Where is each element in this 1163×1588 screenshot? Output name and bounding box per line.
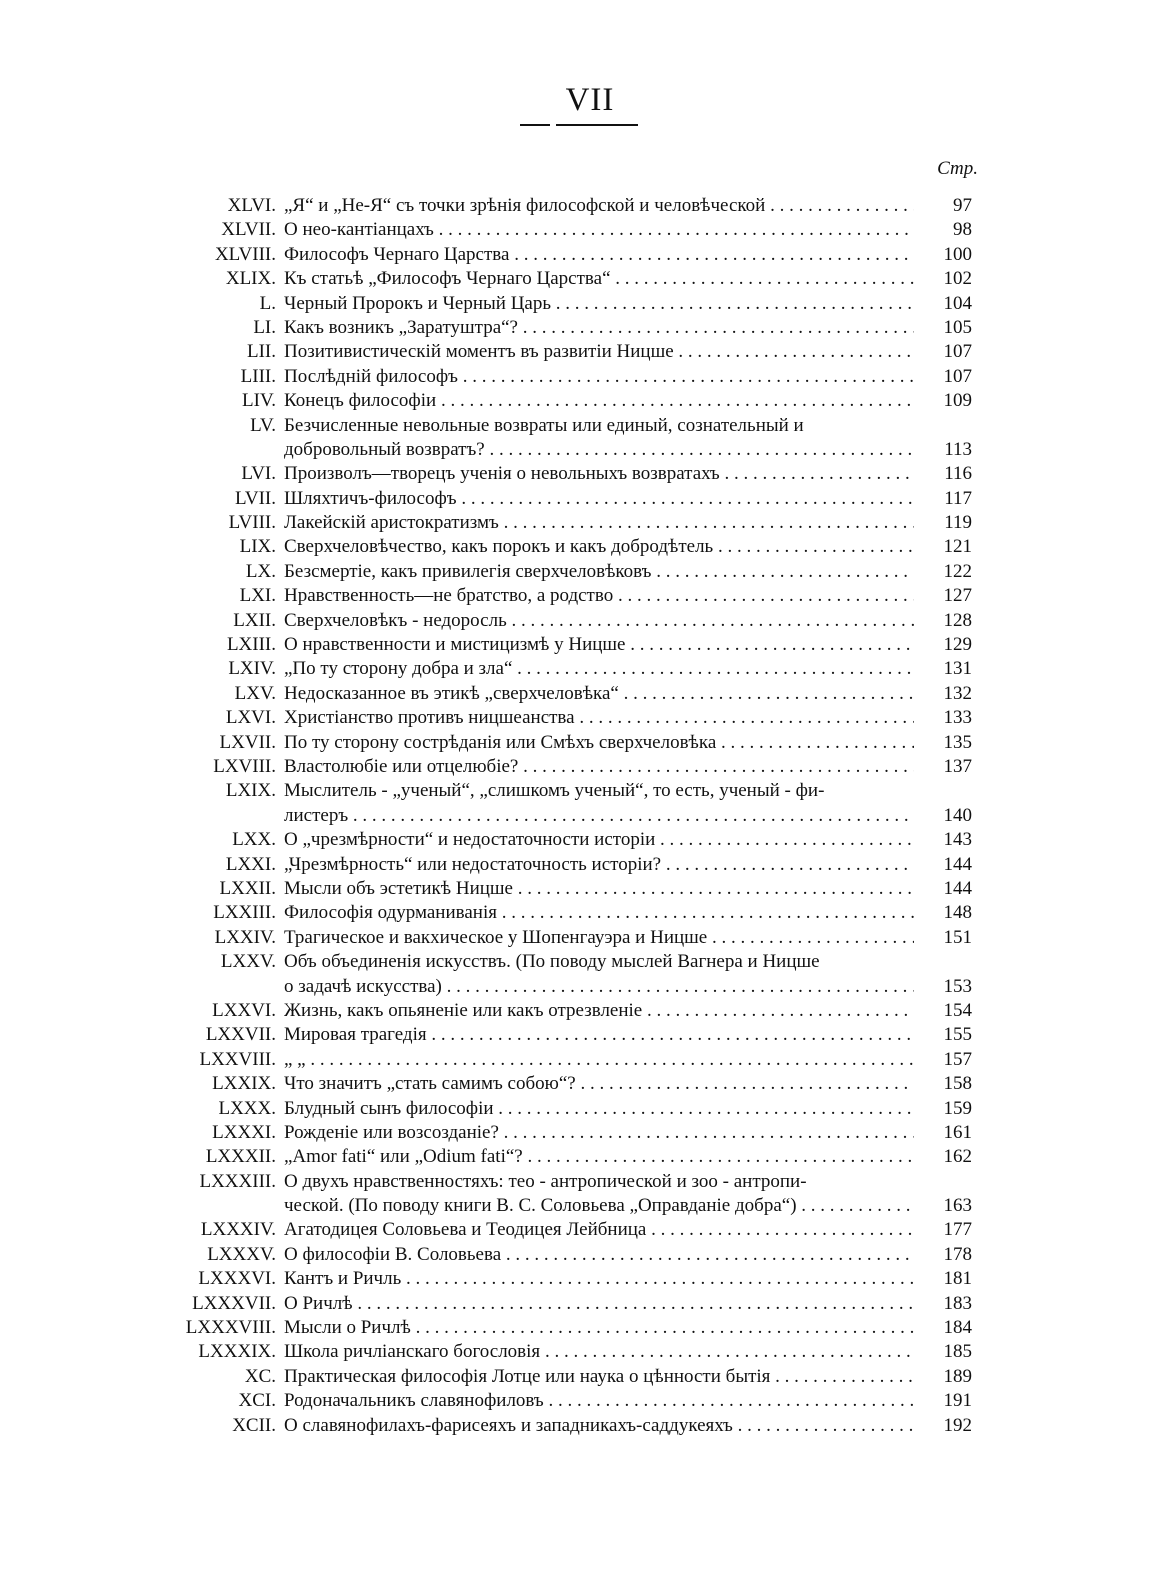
toc-entry <box>0 755 1163 779</box>
chapter-title: „Я“ и „Не-Я“ съ точки зрѣнія философской и человѣческой . . . <box>284 194 914 218</box>
chapter-title: Трагическое и вакхическое у Шопенгауэра и Ницше . . . <box>284 926 914 950</box>
page-ref: 184 <box>943 1317 972 1339</box>
page-ref: 128 <box>943 609 972 631</box>
toc-entry <box>0 999 1163 1023</box>
chapter-number: LXXX. <box>218 1097 276 1119</box>
chapter-title: Кантъ и Ричль . . . <box>284 1267 914 1291</box>
chapter-title: Христіанство противъ ницшеанства . . . <box>284 706 914 730</box>
page-ref: 102 <box>943 268 972 290</box>
chapter-number: LXXI. <box>225 853 276 875</box>
chapter-number: LXVII. <box>219 731 276 753</box>
chapter-title: Шляхтичъ-философъ . . . <box>284 487 914 511</box>
toc-entry <box>0 1267 1163 1291</box>
chapter-title: Позитивистическій моментъ въ развитіи Ницше . . . <box>284 340 914 364</box>
chapter-number: LIV. <box>242 390 276 412</box>
toc-entry <box>0 682 1163 706</box>
chapter-title-line2: о задачѣ искусства) . . . <box>284 975 914 999</box>
chapter-number: XLVIII. <box>214 243 276 265</box>
toc-entry <box>0 1414 1163 1438</box>
chapter-number: LV. <box>250 414 276 436</box>
toc-entry <box>0 1243 1163 1267</box>
chapter-title: Рожденіе или возсозданіе? . . . <box>284 1121 914 1145</box>
chapter-title: „Чрезмѣрность“ или недостаточность исторіи? . . . <box>284 853 914 877</box>
chapter-title: О нравственности и мистицизмѣ у Ницше . . . <box>284 633 914 657</box>
chapter-title: Мировая трагедія . . . <box>284 1023 914 1047</box>
page-ref: 189 <box>943 1365 972 1387</box>
page-ref: 97 <box>953 195 972 216</box>
page-ref: 183 <box>943 1292 972 1314</box>
chapter-title: Философія одурманиванія . . . <box>284 901 914 925</box>
chapter-number: LII. <box>246 341 276 363</box>
page-ref: 122 <box>943 560 972 582</box>
chapter-number: LXXXII. <box>205 1146 276 1168</box>
page-ref: 144 <box>943 853 972 875</box>
chapter-title: Философъ Чернаго Царства . . . <box>284 243 914 267</box>
toc-entry <box>0 584 1163 608</box>
chapter-number: LXXXVI. <box>198 1268 276 1290</box>
pages-column-label: Стр. <box>937 158 978 179</box>
toc-entry <box>0 779 1163 828</box>
chapter-number: LXXXIV. <box>200 1219 276 1241</box>
toc-entry <box>0 731 1163 755</box>
page-ref: 104 <box>943 292 972 314</box>
chapter-title: Черный Пророкъ и Черный Царь . . . <box>284 292 914 316</box>
chapter-title: О Ричлѣ . . . <box>284 1292 914 1316</box>
toc-entry <box>0 267 1163 291</box>
page-ref: 127 <box>943 585 972 607</box>
chapter-number: LXXVII. <box>205 1024 276 1046</box>
page-number: VII <box>565 82 615 118</box>
page-ref: 129 <box>943 634 972 656</box>
page-ref: 135 <box>943 731 972 753</box>
page-ref: 116 <box>944 463 972 485</box>
chapter-number: XC. <box>244 1365 276 1387</box>
chapter-title-line1: Безчисленные невольные возвраты или единый, сознательный и <box>284 414 804 436</box>
chapter-title: Практическая философія Лотце или наука о цѣнности бытія . . . <box>284 1365 914 1389</box>
chapter-number: LXIII. <box>226 634 276 656</box>
toc-entry <box>0 1145 1163 1169</box>
toc-entry <box>0 1048 1163 1072</box>
chapter-title: Школа ричліанскаго богословія . . . <box>284 1340 914 1364</box>
toc-entry <box>0 243 1163 267</box>
chapter-number: XLVI. <box>227 195 276 216</box>
chapter-title: Конецъ философіи . . . <box>284 389 914 413</box>
chapter-title: „ „ . . . <box>284 1048 914 1072</box>
chapter-title: Сверхчеловѣчество, какъ порокъ и какъ добродѣтель . . . <box>284 535 914 559</box>
page-ref: 107 <box>943 341 972 363</box>
toc-entry <box>0 1218 1163 1242</box>
chapter-title: Агатодицея Соловьева и Теодицея Лейбница . . . <box>284 1218 914 1242</box>
page-ref: 144 <box>943 877 972 899</box>
chapter-title: По ту сторону сострѣданія или Смѣхъ сверхчеловѣка . . . <box>284 731 914 755</box>
toc-entry <box>0 1023 1163 1047</box>
chapter-number: LXVIII. <box>213 756 276 777</box>
toc-entry <box>0 365 1163 389</box>
page-ref: 157 <box>943 1048 972 1070</box>
toc-entry <box>0 1365 1163 1389</box>
chapter-title: Властолюбіе или отцелюбіе? . . . <box>284 755 914 779</box>
page-ref: 107 <box>943 365 972 387</box>
page-ref: 178 <box>943 1243 972 1265</box>
chapter-title: О нео-кантіанцахъ . . . <box>284 218 914 242</box>
chapter-number: LIX. <box>239 536 276 558</box>
toc-entry <box>0 901 1163 925</box>
chapter-number: LXXVIII. <box>199 1048 276 1070</box>
chapter-title: Родоначальникъ славянофиловъ . . . <box>284 1389 914 1413</box>
chapter-number: LXI. <box>239 585 276 607</box>
chapter-title: О философіи В. Соловьева . . . <box>284 1243 914 1267</box>
chapter-number: LXXVI. <box>212 999 276 1021</box>
toc-entry <box>0 1072 1163 1096</box>
page-ref: 121 <box>943 536 972 558</box>
chapter-title: Мысли объ эстетикѣ Ницше . . . <box>284 877 914 901</box>
toc-entry <box>0 609 1163 633</box>
chapter-number: LXXXVII. <box>192 1292 276 1314</box>
toc-entry <box>0 340 1163 364</box>
page-ref: 185 <box>943 1341 972 1363</box>
chapter-title <box>284 950 914 999</box>
chapter-title: Недосказанное въ этикѣ „сверхчеловѣка“ . . . <box>284 682 914 706</box>
chapter-number: XCI. <box>238 1390 276 1412</box>
toc-entry <box>0 950 1163 999</box>
chapter-number: LVI. <box>241 463 276 485</box>
page-ref: 163 <box>943 1195 972 1217</box>
toc-entry <box>0 1316 1163 1340</box>
page-ref: 100 <box>943 243 972 265</box>
toc-entry <box>0 511 1163 535</box>
page-ref: 191 <box>943 1390 972 1412</box>
chapter-title: О „чрезмѣрности“ и недостаточности исторіи . . . <box>284 828 914 852</box>
page-ref: 119 <box>944 512 972 534</box>
chapter-title: Блудный сынъ философіи . . . <box>284 1097 914 1121</box>
page-ref: 153 <box>943 975 972 997</box>
chapter-title: Мысли о Ричлѣ . . . <box>284 1316 914 1340</box>
toc-entry <box>0 706 1163 730</box>
toc-entry <box>0 316 1163 340</box>
toc-entry <box>0 462 1163 486</box>
chapter-number: LXX. <box>232 829 276 851</box>
chapter-number: LXXXIX. <box>198 1341 276 1363</box>
chapter-number: LXXV. <box>220 951 276 973</box>
page-ref: 162 <box>943 1146 972 1168</box>
page-ref: 181 <box>943 1268 972 1290</box>
page-ref: 159 <box>943 1097 972 1119</box>
page-ref: 161 <box>943 1121 972 1143</box>
toc-entry <box>0 1389 1163 1413</box>
page-ref: 105 <box>943 316 972 338</box>
chapter-number: LXXXVIII. <box>185 1317 276 1339</box>
chapter-number: LX. <box>245 560 276 582</box>
chapter-number: LXIX. <box>225 780 276 802</box>
page-ref: 154 <box>943 999 972 1021</box>
page-ref: 132 <box>943 682 972 704</box>
chapter-number: LVIII. <box>228 512 276 534</box>
toc-entry <box>0 1097 1163 1121</box>
toc-entry <box>0 218 1163 242</box>
chapter-title: Послѣдній философъ . . . <box>284 365 914 389</box>
toc-entry <box>0 535 1163 559</box>
chapter-title-line2: листеръ . . . <box>284 804 914 828</box>
page-ref: 98 <box>953 219 972 241</box>
table-of-contents <box>0 194 1163 1438</box>
page-ref: 158 <box>943 1073 972 1095</box>
toc-entry <box>0 1340 1163 1364</box>
toc-entry <box>0 853 1163 877</box>
page-ref: 177 <box>943 1219 972 1241</box>
toc-entry <box>0 194 1163 218</box>
chapter-number: LXXXIII. <box>199 1170 276 1192</box>
chapter-number: LXII. <box>233 609 276 631</box>
chapter-number: LXIV. <box>228 658 276 680</box>
chapter-number: XLVII. <box>221 219 276 241</box>
chapter-title: Безсмертіе, какъ привилегія сверхчеловѣковъ . . . <box>284 560 914 584</box>
chapter-title-line1: О двухъ нравственностяхъ: тео - антропической и зоо - антропи- <box>284 1170 807 1192</box>
chapter-title <box>284 1170 914 1219</box>
chapter-number: LXXII. <box>219 877 276 899</box>
toc-entry <box>0 389 1163 413</box>
chapter-number: LVII. <box>235 487 276 509</box>
chapter-number: LXXXI. <box>212 1121 276 1143</box>
chapter-number: LXVI. <box>225 707 276 729</box>
chapter-title <box>284 779 914 828</box>
chapter-title: Какъ возникъ „Заратуштра“? . . . <box>284 316 914 340</box>
header-rule-right <box>556 124 638 126</box>
page-ref: 113 <box>944 438 972 460</box>
chapter-title: Сверхчеловѣкъ - недоросль . . . <box>284 609 914 633</box>
toc-entry <box>0 1121 1163 1145</box>
toc-entry <box>0 292 1163 316</box>
toc-entry <box>0 1292 1163 1316</box>
chapter-title: Къ статьѣ „Философъ Чернаго Царства“ . . . <box>284 267 914 291</box>
page-ref: 192 <box>943 1414 972 1436</box>
chapter-title: Нравственность—не братство, а родство . . . <box>284 584 914 608</box>
chapter-title: „По ту сторону добра и зла“ . . . <box>284 657 914 681</box>
chapter-title: Что значитъ „стать самимъ собою“? . . . <box>284 1072 914 1096</box>
chapter-title: Лакейскій аристократизмъ . . . <box>284 511 914 535</box>
chapter-title <box>284 414 914 463</box>
chapter-title: О славянофилахъ-фарисеяхъ и западникахъ-саддукеяхъ . . . <box>284 1414 914 1438</box>
chapter-title-line1: Мыслитель - „ученый“, „слишкомъ ученый“, то есть, ученый - фи- <box>284 780 825 802</box>
chapter-title-line2: добровольный возвратъ? . . . <box>284 438 914 462</box>
page-ref: 131 <box>943 658 972 680</box>
toc-entry <box>0 1170 1163 1219</box>
chapter-number: LIII. <box>240 365 276 387</box>
chapter-title: Жизнь, какъ опьяненіе или какъ отрезвленіе . . . <box>284 999 914 1023</box>
page-ref: 148 <box>943 902 972 924</box>
toc-entry <box>0 877 1163 901</box>
page-ref: 109 <box>943 390 972 412</box>
header-rule-left <box>520 124 550 126</box>
toc-entry <box>0 657 1163 681</box>
chapter-number: LI. <box>253 316 276 338</box>
chapter-title-line2: ческой. (По поводу книги В. С. Соловьева „Оправданіе добра“) . . . <box>284 1194 914 1218</box>
chapter-number: LXXXV. <box>207 1243 276 1265</box>
chapter-title: „Amor fati“ или „Odium fati“? . . . <box>284 1145 914 1169</box>
page-ref: 140 <box>943 804 972 826</box>
page-ref: 151 <box>943 926 972 948</box>
toc-entry <box>0 414 1163 463</box>
page-ref: 143 <box>943 829 972 851</box>
chapter-number: LXXIII. <box>213 902 276 924</box>
page-ref: 117 <box>944 487 972 509</box>
page-ref: 155 <box>943 1024 972 1046</box>
toc-entry <box>0 828 1163 852</box>
chapter-title: Произволъ—творецъ ученія о невольныхъ возвратахъ . . . <box>284 462 914 486</box>
chapter-number: LXV. <box>234 682 276 704</box>
page-ref: 137 <box>943 756 972 777</box>
toc-entry <box>0 633 1163 657</box>
page-ref: 133 <box>943 707 972 729</box>
toc-entry <box>0 560 1163 584</box>
toc-entry <box>0 926 1163 950</box>
chapter-number: L. <box>259 292 276 314</box>
chapter-number: XLIX. <box>225 268 276 290</box>
chapter-number: XCII. <box>232 1414 276 1436</box>
chapter-number: LXXIV. <box>214 926 276 948</box>
chapter-number: LXXIX. <box>212 1073 276 1095</box>
chapter-title-line1: Объ объединенія искусствъ. (По поводу мыслей Вагнера и Ницше <box>284 951 820 973</box>
toc-entry <box>0 487 1163 511</box>
